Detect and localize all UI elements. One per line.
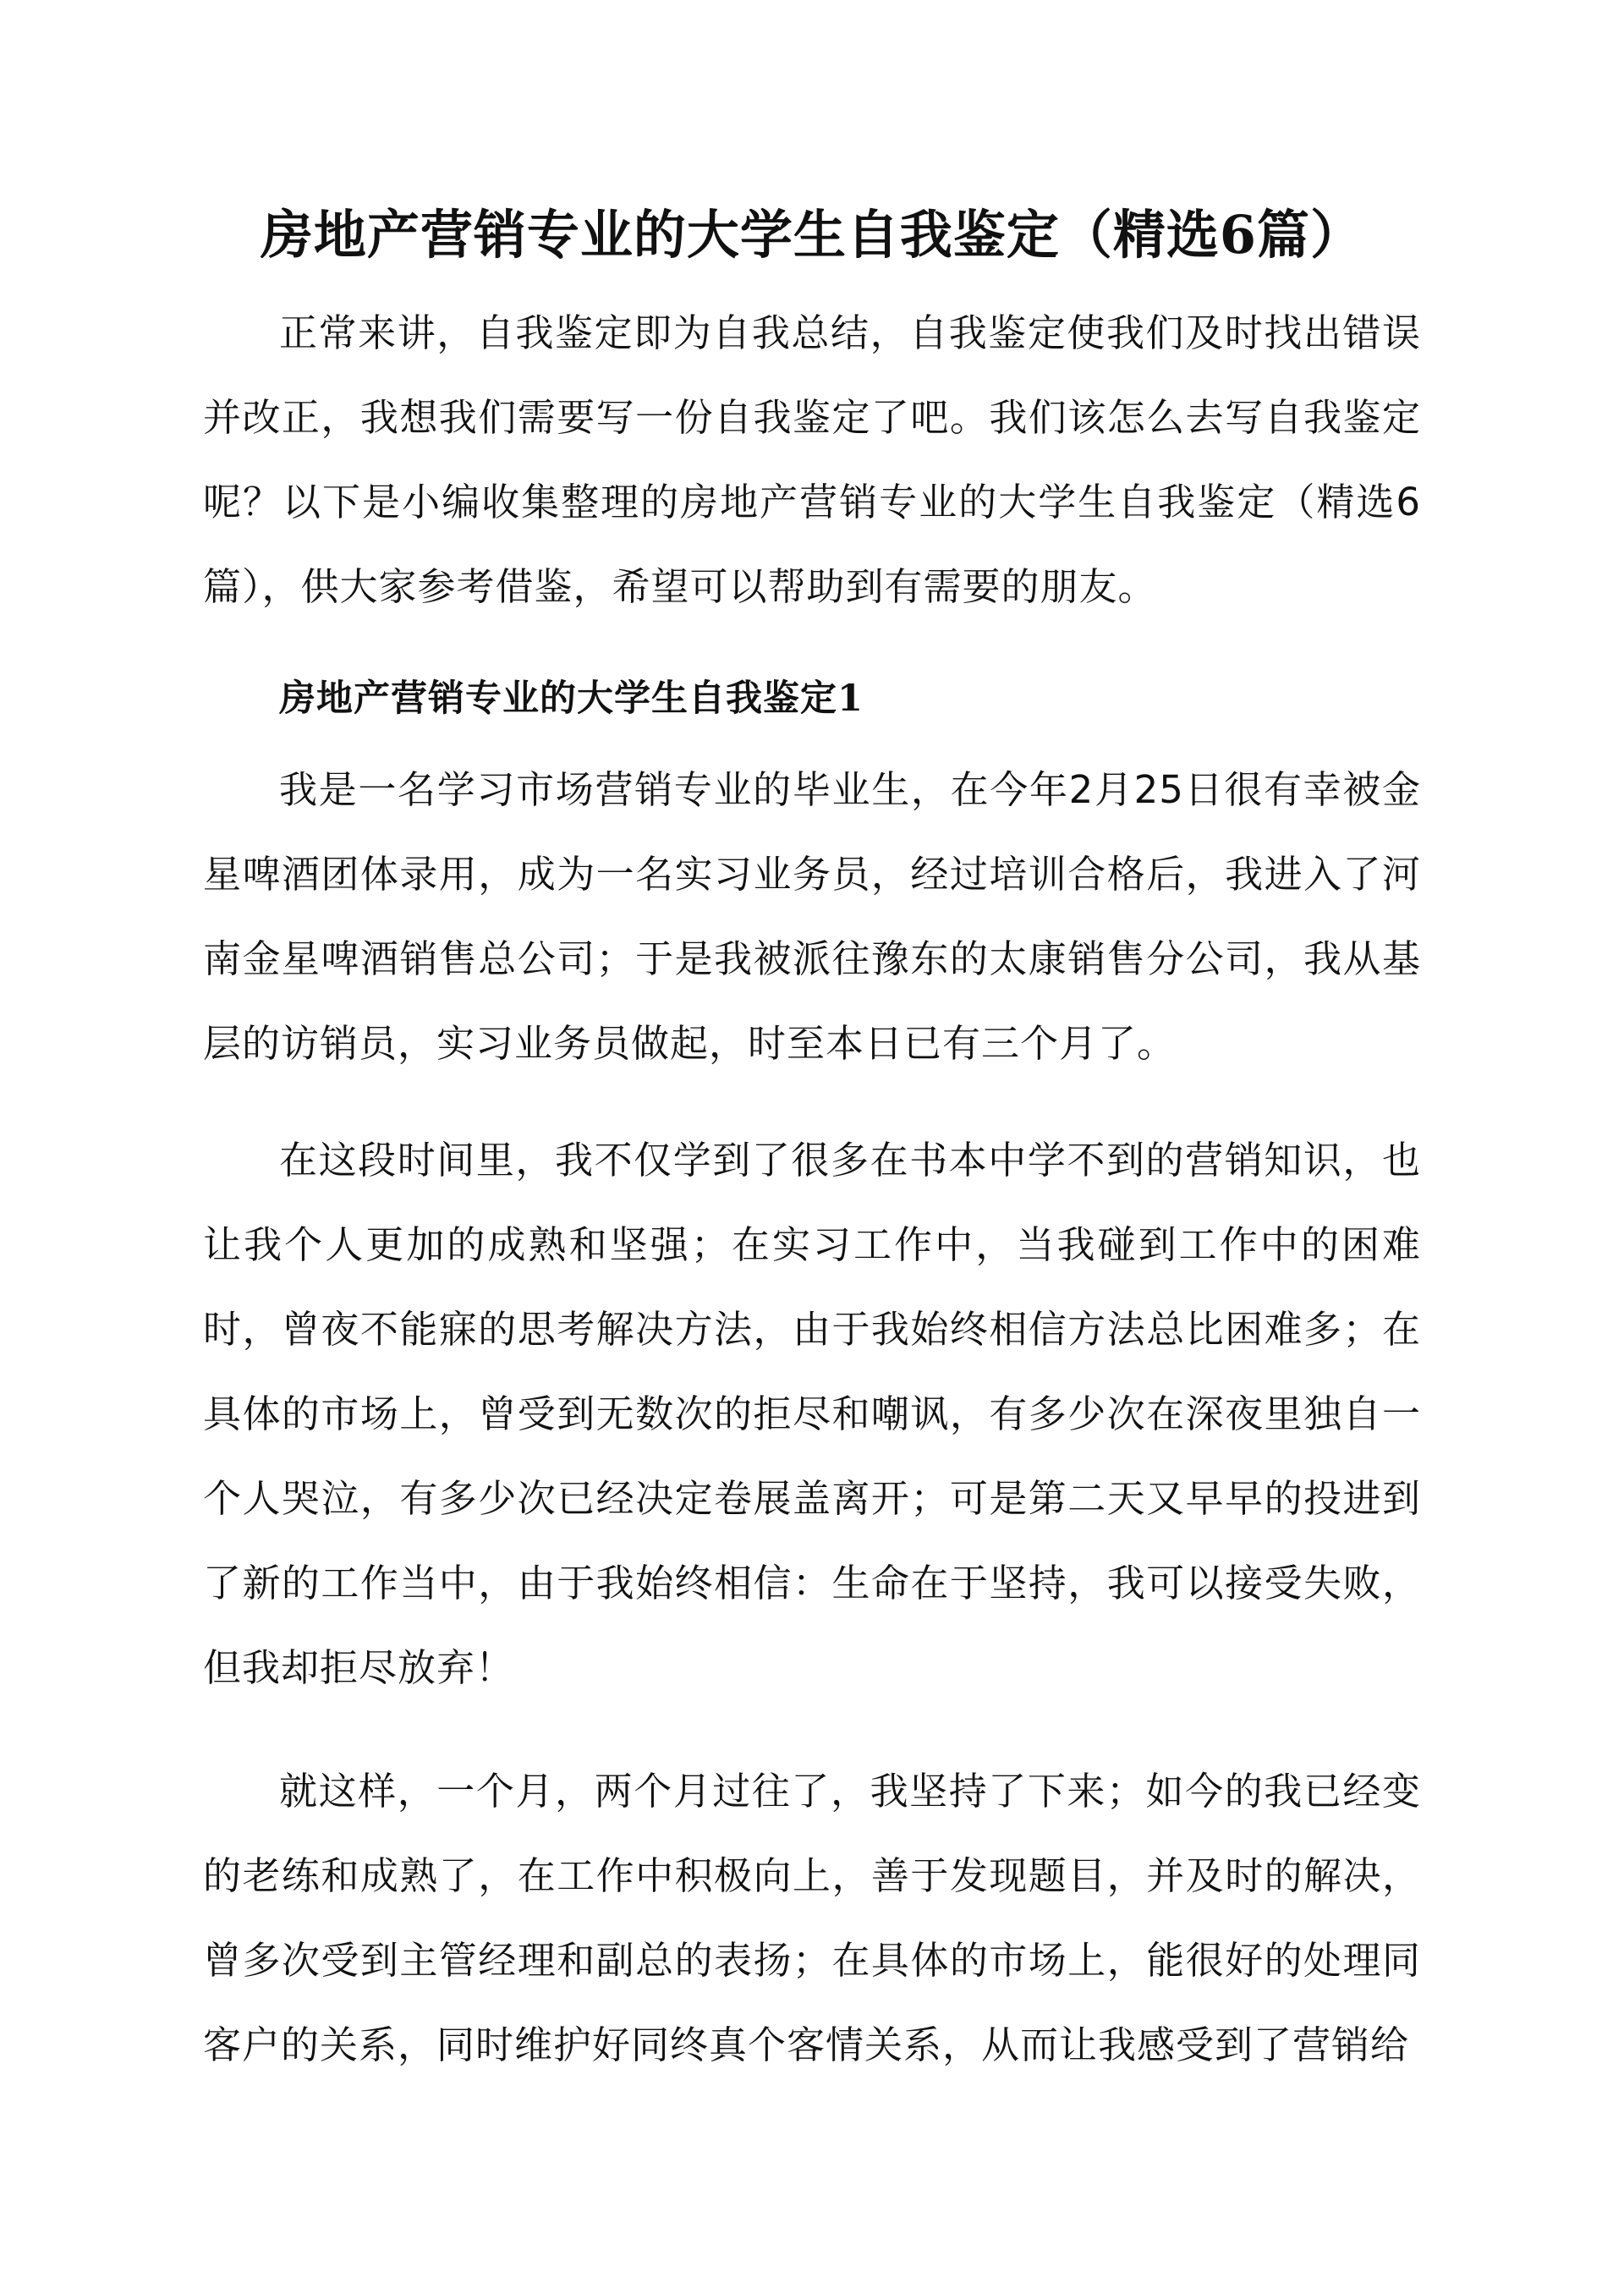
body-paragraph: 就这样，一个月，两个月过往了，我坚持了下来；如今的我已经变的老练和成熟了，在工作中积极向上，善于发现题目，并及时的解决，曾多次受到主管经理和副总的表扬；在具体的市场上，能很好的处理同客户的关系，同时维护好同终真个客情关系，从而让我感受到了营销给: [203, 1769, 1421, 2067]
section-heading: 房地产营销专业的大学生自我鉴定1: [279, 678, 864, 720]
body-paragraph: 在这段时间里，我不仅学到了很多在书本中学不到的营销知识，也让我个人更加的成熟和坚强；在实习工作中，当我碰到工作中的困难时，曾夜不能寐的思考解决方法，由于我始终相信方法总比困难多；在具体的市场上，曾受到无数次的拒尽和嘲讽，有多少次在深夜里独自一个人哭泣，有多少次已经决定卷展盖离开；可是第二天又早早的投进到了新的工作当中，由于我始终相信：生命在于坚持，我可以接受失败，但我却拒尽放弃！: [203, 1138, 1421, 1690]
document-title: 房地产营销专业的大学生自我鉴定（精选6篇）: [260, 204, 1364, 266]
intro-paragraph: 正常来讲，自我鉴定即为自我总结，自我鉴定使我们及时找出错误并改正，我想我们需要写一份自我鉴定了吧。我们该怎么去写自我鉴定呢？以下是小编收集整理的房地产营销专业的大学生自我鉴定（精选6篇），供大家参考借鉴，希望可以帮助到有需要的朋友。: [203, 310, 1421, 609]
body-paragraph: 我是一名学习市场营销专业的毕业生，在今年2月25日很有幸被金星啤酒团体录用，成为一名实习业务员，经过培训合格后，我进入了河南金星啤酒销售总公司；于是我被派往豫东的太康销售分公司，我从基层的访销员，实习业务员做起，时至本日已有三个月了。: [203, 767, 1421, 1066]
